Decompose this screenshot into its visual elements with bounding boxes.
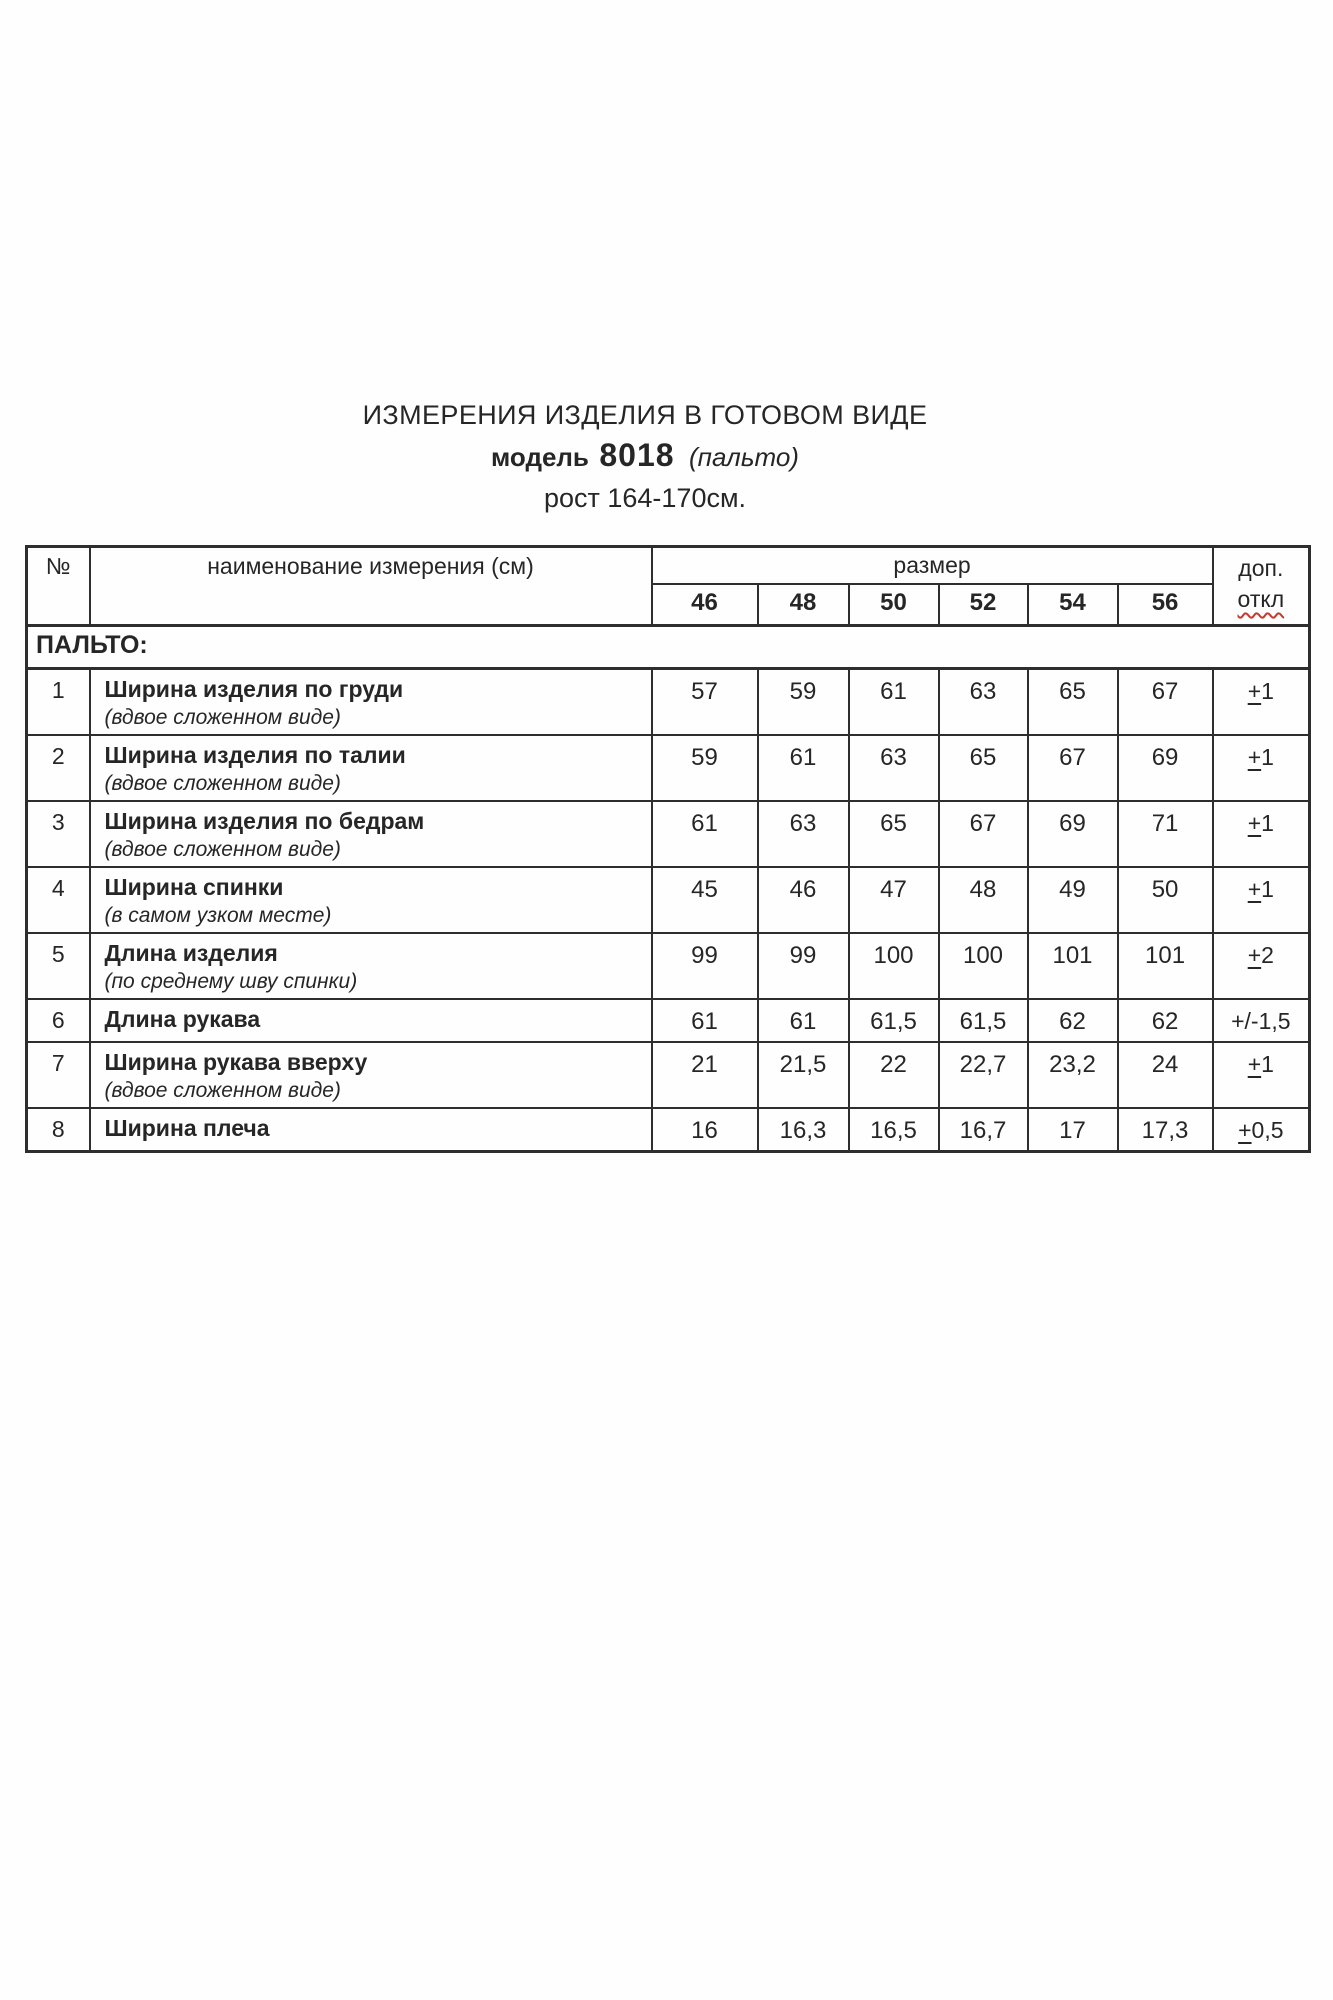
size-value: 101 — [1028, 933, 1118, 999]
size-value: 71 — [1118, 801, 1213, 867]
row-number: 4 — [27, 867, 90, 933]
model-note: (пальто) — [689, 442, 799, 472]
measurement-subnote: (в самом узком месте) — [104, 904, 332, 927]
size-value: 61 — [652, 801, 758, 867]
size-value: 63 — [849, 735, 939, 801]
measurement-name: Ширина рукава вверху — [104, 1049, 368, 1075]
measurement-name: Длина изделия — [104, 940, 278, 966]
size-value: 65 — [939, 735, 1028, 801]
col-header-name: наименование измерения (см) — [90, 547, 652, 626]
size-header-50: 50 — [849, 584, 939, 626]
document-header — [0, 400, 1290, 514]
size-value: 61 — [849, 669, 939, 736]
table-row — [27, 933, 1310, 999]
size-value: 16 — [652, 1108, 758, 1151]
page-title: ИЗМЕРЕНИЯ ИЗДЕЛИЯ В ГОТОВОМ ВИДЕ — [362, 400, 928, 430]
table-row — [27, 999, 1310, 1042]
size-value: 67 — [1028, 735, 1118, 801]
size-value: 62 — [1028, 999, 1118, 1042]
row-number: 2 — [27, 735, 90, 801]
row-number: 8 — [27, 1108, 90, 1151]
tolerance-value — [1213, 735, 1310, 801]
size-value: 69 — [1028, 801, 1118, 867]
size-value: 49 — [1028, 867, 1118, 933]
tolerance-number: 1 — [1261, 1051, 1274, 1077]
table-row — [27, 801, 1310, 867]
size-value: 61 — [758, 735, 849, 801]
tolerance-number: 1 — [1261, 876, 1274, 902]
measurement-subnote: (вдвое сложенном виде) — [104, 1079, 341, 1102]
size-value: 21,5 — [758, 1042, 849, 1108]
tolerance-number: 0,5 — [1251, 1117, 1284, 1143]
plus-minus-sign: + — [1247, 810, 1262, 836]
measurement-name-cell — [90, 867, 652, 933]
size-value: 61 — [652, 999, 758, 1042]
model-label: модель — [491, 442, 589, 472]
row-number: 1 — [27, 669, 90, 736]
section-row — [27, 626, 1310, 669]
measurements-table-body — [27, 669, 1310, 1152]
measurement-name: Ширина изделия по бедрам — [104, 808, 425, 834]
size-value: 63 — [758, 801, 849, 867]
size-value: 67 — [939, 801, 1028, 867]
size-value: 61,5 — [849, 999, 939, 1042]
measurement-subnote: (вдвое сложенном виде) — [104, 706, 341, 729]
table-row — [27, 669, 1310, 736]
table-row — [27, 1042, 1310, 1108]
size-value: 48 — [939, 867, 1028, 933]
size-header-52: 52 — [939, 584, 1028, 626]
tolerance-value — [1213, 933, 1310, 999]
size-header-48: 48 — [758, 584, 849, 626]
tolerance-value — [1213, 669, 1310, 736]
size-value: 101 — [1118, 933, 1213, 999]
size-value: 63 — [939, 669, 1028, 736]
tolerance-number: 1 — [1261, 678, 1274, 704]
table-row — [27, 1108, 1310, 1151]
size-value: 59 — [758, 669, 849, 736]
size-value: 65 — [849, 801, 939, 867]
tolerance-header-line2: откл — [1237, 586, 1285, 612]
table-row — [27, 867, 1310, 933]
size-value: 46 — [758, 867, 849, 933]
size-value: 47 — [849, 867, 939, 933]
measurement-name: Ширина изделия по талии — [104, 742, 406, 768]
size-value: 22 — [849, 1042, 939, 1108]
size-header-56: 56 — [1118, 584, 1213, 626]
size-value: 22,7 — [939, 1042, 1028, 1108]
measurement-name-cell — [90, 1042, 652, 1108]
tolerance-number: 2 — [1261, 942, 1274, 968]
model-number: 8018 — [599, 437, 675, 473]
size-value: 16,5 — [849, 1108, 939, 1151]
size-value: 23,2 — [1028, 1042, 1118, 1108]
size-value: 99 — [652, 933, 758, 999]
size-value: 16,7 — [939, 1108, 1028, 1151]
measurement-name: Ширина плеча — [104, 1115, 270, 1141]
table-header-row — [27, 547, 1310, 585]
row-number: 6 — [27, 999, 90, 1042]
plus-minus-sign: + — [1247, 942, 1262, 968]
size-value: 67 — [1118, 669, 1213, 736]
row-number: 5 — [27, 933, 90, 999]
tolerance-header-line1: доп. — [1238, 555, 1284, 581]
size-value: 99 — [758, 933, 849, 999]
size-value: 45 — [652, 867, 758, 933]
table-row — [27, 735, 1310, 801]
col-header-number: № — [27, 547, 90, 626]
tolerance-value — [1213, 1108, 1310, 1151]
measurement-name: Ширина изделия по груди — [104, 676, 404, 702]
tolerance-value — [1213, 867, 1310, 933]
size-header-46: 46 — [652, 584, 758, 626]
size-value: 100 — [939, 933, 1028, 999]
measurement-subnote: (по среднему шву спинки) — [104, 970, 358, 993]
height-range: рост 164-170см. — [543, 483, 747, 513]
size-value: 57 — [652, 669, 758, 736]
tolerance-value — [1213, 1042, 1310, 1108]
measurement-name-cell — [90, 669, 652, 736]
measurement-name-cell — [90, 933, 652, 999]
size-value: 61,5 — [939, 999, 1028, 1042]
plus-minus-sign: + — [1247, 678, 1262, 704]
size-value: 17,3 — [1118, 1108, 1213, 1151]
tolerance-number: 1 — [1261, 744, 1274, 770]
col-header-tolerance — [1213, 547, 1310, 626]
measurement-subnote: (вдвое сложенном виде) — [104, 838, 341, 861]
measurement-name-cell — [90, 735, 652, 801]
size-value: 16,3 — [758, 1108, 849, 1151]
size-value: 65 — [1028, 669, 1118, 736]
tolerance-value — [1213, 801, 1310, 867]
row-number: 3 — [27, 801, 90, 867]
measurement-name: Длина рукава — [104, 1006, 261, 1032]
section-label: ПАЛЬТО: — [27, 626, 1310, 669]
size-value: 61 — [758, 999, 849, 1042]
size-value: 21 — [652, 1042, 758, 1108]
col-header-size-group: размер — [652, 547, 1213, 585]
plus-minus-sign: + — [1238, 1117, 1252, 1143]
size-value: 100 — [849, 933, 939, 999]
measurement-name-cell — [90, 801, 652, 867]
measurement-subnote: (вдвое сложенном виде) — [104, 772, 341, 795]
size-header-54: 54 — [1028, 584, 1118, 626]
row-number: 7 — [27, 1042, 90, 1108]
measurement-name-cell — [90, 1108, 652, 1151]
size-value: 69 — [1118, 735, 1213, 801]
measurement-name-cell — [90, 999, 652, 1042]
size-value: 62 — [1118, 999, 1213, 1042]
plus-minus-sign: + — [1247, 744, 1262, 770]
measurements-table — [25, 545, 1311, 1153]
size-value: 50 — [1118, 867, 1213, 933]
tolerance-value: +/-1,5 — [1213, 999, 1310, 1042]
measurement-name: Ширина спинки — [104, 874, 284, 900]
tolerance-number: 1 — [1261, 810, 1274, 836]
size-value: 17 — [1028, 1108, 1118, 1151]
model-line — [0, 437, 1290, 480]
size-value: 59 — [652, 735, 758, 801]
plus-minus-sign: + — [1247, 1051, 1262, 1077]
size-value: 24 — [1118, 1042, 1213, 1108]
plus-minus-sign: + — [1247, 876, 1262, 902]
